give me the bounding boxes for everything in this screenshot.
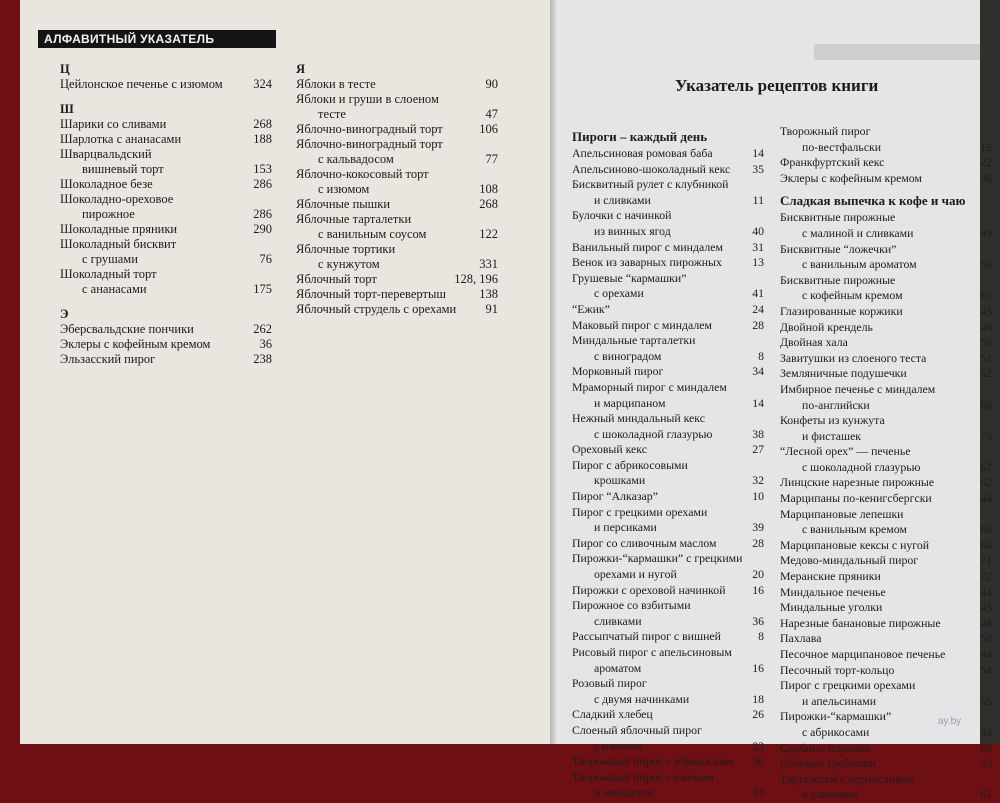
page-number: 28 bbox=[752, 317, 764, 332]
entry-text: Шарики со сливами bbox=[60, 117, 167, 131]
index-entry bbox=[572, 333, 764, 364]
index-entry bbox=[296, 287, 498, 302]
page-number: 286 bbox=[253, 207, 272, 221]
page-number: 44 bbox=[980, 584, 992, 599]
entry-text: Песочное марципановое печенье bbox=[780, 647, 946, 661]
page-number: 66 bbox=[980, 522, 992, 537]
entry-text: Шварцвальдский bbox=[60, 147, 152, 161]
section-letter: Ц bbox=[60, 62, 70, 76]
index-entry bbox=[572, 489, 764, 505]
entry-text: Апельсиново-шоколадный кекс bbox=[572, 161, 731, 176]
index-entry bbox=[572, 271, 764, 302]
index-entry bbox=[780, 444, 992, 475]
index-entry bbox=[572, 629, 764, 645]
page-number: 62 bbox=[980, 475, 992, 490]
index-entry bbox=[60, 222, 272, 237]
watermark: ay.by bbox=[938, 716, 962, 727]
entry-text: и сливками bbox=[802, 787, 859, 802]
page-number: 50 bbox=[980, 335, 992, 350]
entry-text: с шоколадной глазурью bbox=[802, 459, 921, 474]
page-number: 14 bbox=[752, 146, 764, 160]
index-entry bbox=[296, 197, 498, 212]
entry-text: орехами и нугой bbox=[594, 567, 677, 582]
page-number: 128, 196 bbox=[454, 272, 498, 286]
entry-text: вишневый торт bbox=[82, 162, 164, 176]
entry-text: Шарлотка с ананасами bbox=[60, 132, 182, 146]
entry-text: и сливками bbox=[594, 192, 651, 207]
index-entry bbox=[296, 122, 498, 137]
entry-text: Конфеты из кунжута bbox=[780, 413, 885, 428]
entry-text: Пирог со сливочным маслом bbox=[572, 535, 717, 550]
index-entry bbox=[572, 208, 764, 239]
entry-text: Булочки с начинкой bbox=[572, 208, 672, 223]
index-entry bbox=[572, 442, 764, 458]
index-entry bbox=[780, 273, 992, 304]
page-number: 262 bbox=[253, 322, 272, 336]
entry-text: Морковный пирог bbox=[572, 364, 664, 379]
page-number: 45 bbox=[980, 303, 992, 318]
page-number: 53 bbox=[980, 756, 992, 771]
index-entry bbox=[780, 756, 992, 772]
page-number: 71 bbox=[980, 553, 992, 568]
page-number: 31 bbox=[752, 239, 764, 254]
entry-text: Пирог с грецкими орехами bbox=[780, 678, 916, 693]
entry-text: Песочный торт-кольцо bbox=[780, 662, 895, 677]
entry-text: Яблочные тортики bbox=[296, 242, 396, 256]
page-number: 10 bbox=[752, 489, 764, 504]
entry-text: Апельсиновая ромовая баба bbox=[572, 146, 713, 160]
page-number: 67 bbox=[980, 459, 992, 474]
page-number: 30 bbox=[752, 754, 764, 769]
page-number: 41 bbox=[752, 286, 764, 301]
entry-text: Двойной крендель bbox=[780, 319, 873, 334]
entry-text: Яблочно-виноградный торт bbox=[296, 122, 443, 136]
entry-text: Пирожки с ореховой начинкой bbox=[572, 582, 726, 597]
page-number: 38 bbox=[752, 426, 764, 441]
page-number: 18 bbox=[752, 691, 764, 706]
index-entry bbox=[780, 304, 992, 320]
entry-text: Яблочный струдель с орехами bbox=[296, 302, 457, 316]
entry-text: Эберсвальдские пончики bbox=[60, 322, 194, 336]
page-number: 60 bbox=[980, 397, 992, 412]
page-number: 238 bbox=[253, 352, 272, 366]
page-number: 12 bbox=[980, 139, 992, 154]
index-entry bbox=[780, 155, 992, 171]
entry-text: из винных ягод bbox=[594, 223, 671, 238]
index-entry bbox=[572, 536, 764, 552]
page-number: 16 bbox=[752, 660, 764, 675]
entry-text: Бисквитные пирожные bbox=[780, 210, 896, 225]
entry-text: Меранские пряники bbox=[780, 569, 881, 584]
entry-text: Рассыпчатый пирог с вишней bbox=[572, 629, 721, 644]
page-number: 64 bbox=[980, 537, 992, 552]
entry-text: Яблоки в тесте bbox=[296, 77, 376, 91]
index-entry bbox=[780, 678, 992, 709]
index-entry bbox=[60, 132, 272, 147]
index-entry bbox=[572, 255, 764, 271]
page-number: 48 bbox=[980, 615, 992, 630]
entry-text: Линцские нарезные пирожные bbox=[780, 475, 935, 490]
index-entry bbox=[296, 302, 498, 317]
entry-text: с ванильным соусом bbox=[318, 227, 427, 241]
page-number: 188 bbox=[253, 132, 272, 146]
page-number: 11 bbox=[752, 192, 764, 207]
page-number: 44 bbox=[980, 647, 992, 661]
page-number: 138 bbox=[479, 287, 498, 301]
index-entry bbox=[780, 171, 992, 187]
index-entry bbox=[60, 192, 272, 222]
index-entry bbox=[780, 553, 992, 569]
entry-text: Маковый пирог с миндалем bbox=[572, 317, 712, 332]
section-letter: Я bbox=[296, 62, 306, 76]
index-entry bbox=[572, 302, 764, 318]
index-entry bbox=[780, 210, 992, 241]
entry-text: Творожный пирог с изюмом bbox=[572, 769, 714, 784]
entry-text: по-английски bbox=[802, 397, 870, 412]
entry-text: с виноградом bbox=[594, 348, 662, 363]
entry-text: Шоколадно-ореховое bbox=[60, 192, 174, 206]
index-entry bbox=[780, 124, 992, 155]
index-entry bbox=[780, 382, 992, 413]
page-number: 108 bbox=[479, 182, 498, 196]
page-number: 54 bbox=[980, 662, 992, 677]
index-entry bbox=[60, 267, 272, 297]
page-number: 286 bbox=[253, 177, 272, 191]
entry-text: Бисквитные “ложечки” bbox=[780, 241, 897, 256]
entry-text: с изюмом bbox=[594, 738, 643, 753]
page-number: 13 bbox=[752, 255, 764, 270]
entry-text: крошками bbox=[594, 473, 646, 488]
entry-text: Нарезные банановые пирожные bbox=[780, 615, 941, 630]
page-number: 40 bbox=[752, 223, 764, 238]
index-entry bbox=[60, 177, 272, 192]
index-entry bbox=[572, 770, 764, 801]
page-number: 33 bbox=[752, 785, 764, 800]
index-entry bbox=[296, 92, 498, 122]
index-entry bbox=[572, 583, 764, 599]
page-number: 91 bbox=[485, 302, 498, 316]
entry-text: Земляничные подушечки bbox=[780, 366, 907, 381]
index-entry bbox=[780, 491, 992, 507]
entry-text: Миндальные уголки bbox=[780, 600, 883, 615]
page-number: 73 bbox=[980, 428, 992, 443]
entry-text: Ванильный пирог с миндалем bbox=[572, 239, 723, 254]
page-number: 61 bbox=[980, 787, 992, 802]
entry-text: Медово-миндальный пирог bbox=[780, 553, 919, 568]
page-number: 35 bbox=[752, 161, 764, 176]
page-number: 44 bbox=[980, 491, 992, 506]
section-title: Сладкая выпечка к кофе и чаю bbox=[780, 193, 966, 209]
index-entry bbox=[780, 585, 992, 601]
page-number: 14 bbox=[752, 395, 764, 410]
index-entry bbox=[780, 616, 992, 632]
entry-text: “Лесной орех” — печенье bbox=[780, 444, 911, 459]
entry-text: Миндальное печенье bbox=[780, 584, 886, 599]
entry-text: “Ежик” bbox=[572, 301, 610, 316]
index-entry bbox=[572, 676, 764, 707]
entry-text: с ванильным ароматом bbox=[802, 257, 917, 272]
entry-text: по-вестфальски bbox=[802, 139, 882, 154]
index-entry bbox=[296, 77, 498, 92]
entry-text: Яблочный торт bbox=[296, 272, 377, 286]
index-entry bbox=[572, 707, 764, 723]
entry-text: Пахлава bbox=[780, 631, 822, 646]
page-number: 153 bbox=[253, 162, 272, 176]
index-entry bbox=[572, 411, 764, 442]
page-number: 76 bbox=[259, 252, 272, 266]
entry-text: Двойная хала bbox=[780, 335, 848, 350]
recipe-index-column-1 bbox=[572, 122, 764, 801]
page-number: 268 bbox=[253, 117, 272, 131]
page-number: 8 bbox=[758, 629, 764, 644]
entry-text: и фисташек bbox=[802, 428, 862, 443]
entry-text: Завитушки из слоеного теста bbox=[780, 350, 927, 365]
entry-text: Шоколадный торт bbox=[60, 267, 157, 281]
index-entry bbox=[296, 167, 498, 197]
entry-text: Рисовый пирог с апельсиновым bbox=[572, 645, 732, 659]
entry-text: Эклеры с кофейным кремом bbox=[60, 337, 211, 351]
entry-text: с орехами bbox=[594, 286, 644, 301]
entry-text: Яблочный торт-перевертыш bbox=[296, 287, 446, 301]
page-number: 26 bbox=[752, 707, 764, 722]
entry-text: Слоеный яблочный пирог bbox=[572, 722, 702, 737]
page-number: 47 bbox=[485, 107, 498, 121]
page-number: 24 bbox=[752, 301, 764, 316]
entry-text: Грушевые “кармашки” bbox=[572, 270, 687, 285]
page-number: 27 bbox=[752, 442, 764, 457]
index-entry bbox=[60, 237, 272, 267]
index-entry bbox=[60, 147, 272, 177]
page-number: 58 bbox=[980, 631, 992, 646]
entry-text: и персиками bbox=[594, 520, 657, 535]
index-entry bbox=[780, 335, 992, 351]
entry-text: Яблочные пышки bbox=[296, 197, 391, 211]
page-number: 65 bbox=[980, 288, 992, 303]
entry-text: и апельсинами bbox=[802, 693, 877, 708]
entry-text: Шоколадные пряники bbox=[60, 222, 178, 236]
index-entry bbox=[572, 240, 764, 256]
page-number: 22 bbox=[980, 155, 992, 170]
index-entry bbox=[572, 723, 764, 754]
index-entry bbox=[572, 318, 764, 334]
index-entry bbox=[296, 242, 498, 272]
entry-text: Пирожки-“кармашки” bbox=[780, 709, 892, 724]
entry-text: Миндальные тарталетки bbox=[572, 333, 696, 348]
index-entry bbox=[572, 380, 764, 411]
entry-text: Имбирное печенье с миндалем bbox=[780, 381, 936, 396]
page-number: 52 bbox=[980, 350, 992, 365]
index-entry bbox=[572, 364, 764, 380]
index-entry bbox=[780, 538, 992, 554]
left-index-column-1 bbox=[60, 52, 272, 367]
entry-text: с грушами bbox=[82, 252, 138, 266]
entry-text: Марципаны по-кенигсбергски bbox=[780, 491, 932, 506]
index-banner: АЛФАВИТНЫЙ УКАЗАТЕЛЬ bbox=[38, 30, 276, 48]
page-number: 52 bbox=[980, 366, 992, 381]
entry-text: Эльзасский пирог bbox=[60, 352, 156, 366]
page-number: 106 bbox=[479, 122, 498, 136]
page-number: 55 bbox=[980, 693, 992, 708]
page-number: 36 bbox=[259, 337, 272, 351]
entry-text: с малиной и сливками bbox=[802, 225, 914, 240]
page-number: 77 bbox=[485, 152, 498, 166]
index-entry bbox=[780, 366, 992, 382]
entry-text: Бисквитный рулет с клубникой bbox=[572, 177, 729, 192]
entry-text: Ореховый кекс bbox=[572, 442, 647, 457]
entry-text: с двумя начинками bbox=[594, 691, 690, 706]
entry-text: Венок из заварных пирожных bbox=[572, 255, 722, 270]
index-entry bbox=[572, 458, 764, 489]
index-entry bbox=[60, 117, 272, 132]
index-entry bbox=[780, 320, 992, 336]
page-number: 34 bbox=[752, 364, 764, 379]
entry-text: Яблочные тарталетки bbox=[296, 212, 412, 226]
entry-text: с шоколадной глазурью bbox=[594, 426, 713, 441]
entry-text: пирожное bbox=[82, 207, 135, 221]
entry-text: с ванильным кремом bbox=[802, 522, 907, 537]
entry-text: Бисквитные пирожные bbox=[780, 272, 896, 287]
index-entry bbox=[572, 551, 764, 582]
recipe-index-column-2 bbox=[780, 124, 992, 803]
entry-text: Пирог “Алказар” bbox=[572, 489, 658, 504]
entry-text: Сладкий хлебец bbox=[572, 707, 653, 722]
index-entry bbox=[780, 569, 992, 585]
page-number: 46 bbox=[980, 319, 992, 334]
index-entry bbox=[60, 322, 272, 337]
index-entry bbox=[780, 507, 992, 538]
entry-text: Цейлонское печенье с изюмом bbox=[60, 77, 223, 91]
entry-text: Яблочно-виноградный торт bbox=[296, 137, 443, 151]
page-number: 290 bbox=[253, 222, 272, 236]
index-entry bbox=[296, 212, 498, 242]
entry-text: с кофейным кремом bbox=[802, 288, 903, 303]
entry-text: Творожный пирог bbox=[780, 124, 871, 138]
section-title: Пироги – каждый день bbox=[572, 129, 708, 144]
entry-text: Слоеные гребешки bbox=[780, 756, 876, 771]
page-number: 68 bbox=[980, 740, 992, 755]
page-number: 16 bbox=[752, 582, 764, 597]
index-entry bbox=[780, 741, 992, 757]
entry-text: ароматом bbox=[594, 660, 642, 675]
page-number: 324 bbox=[253, 77, 272, 91]
index-entry bbox=[572, 146, 764, 162]
page-number: 36 bbox=[752, 613, 764, 628]
entry-text: Сдобные плюшки bbox=[780, 740, 871, 755]
page-number: 268 bbox=[479, 197, 498, 211]
page-number: 39 bbox=[752, 520, 764, 535]
entry-text: Яблоки и груши в слоеном bbox=[296, 92, 439, 106]
page-number: 36 bbox=[980, 170, 992, 185]
entry-text: Шоколадное безе bbox=[60, 177, 153, 191]
page-number: 23 bbox=[752, 738, 764, 753]
index-entry bbox=[780, 663, 992, 679]
index-entry bbox=[296, 272, 498, 287]
index-entry bbox=[780, 475, 992, 491]
page-number: 32 bbox=[752, 473, 764, 488]
entry-text: и миндалем bbox=[594, 785, 654, 800]
page-number: 45 bbox=[980, 600, 992, 615]
page-number: 8 bbox=[758, 348, 764, 363]
page-number: 28 bbox=[752, 535, 764, 550]
entry-text: Марципановые лепешки bbox=[780, 506, 904, 521]
entry-text: с кунжутом bbox=[318, 257, 380, 271]
entry-text: Яблочно-кокосовый торт bbox=[296, 167, 429, 181]
index-entry bbox=[780, 351, 992, 367]
entry-text: с ананасами bbox=[82, 282, 147, 296]
index-entry bbox=[60, 77, 272, 92]
entry-text: Тарталетки с черносливом bbox=[780, 771, 914, 786]
page-number: 53 bbox=[980, 724, 992, 739]
entry-text: Эклеры с кофейным кремом bbox=[780, 170, 922, 185]
entry-text: с кальвадосом bbox=[318, 152, 394, 166]
index-entry bbox=[572, 645, 764, 676]
entry-text: Нежный миндальный кекс bbox=[572, 411, 705, 426]
page-number: 59 bbox=[980, 257, 992, 272]
section-letter: Э bbox=[60, 307, 69, 321]
page-title: Указатель рецептов книги bbox=[675, 76, 879, 95]
page-number: 72 bbox=[980, 569, 992, 584]
page-number: 49 bbox=[980, 225, 992, 240]
entry-text: сливками bbox=[594, 613, 642, 628]
page-number: 122 bbox=[479, 227, 498, 241]
index-entry bbox=[780, 600, 992, 616]
page-number: 90 bbox=[485, 77, 498, 91]
entry-text: Франкфуртский кекс bbox=[780, 155, 885, 170]
entry-text: Шоколадный бисквит bbox=[60, 237, 177, 251]
entry-text: и марципаном bbox=[594, 395, 666, 410]
index-entry bbox=[572, 162, 764, 178]
entry-text: Марципановые кексы с нугой bbox=[780, 537, 930, 552]
entry-text: Творожный пирог с абрикосами bbox=[572, 754, 733, 769]
page-number: 20 bbox=[752, 567, 764, 582]
index-entry bbox=[780, 772, 992, 803]
index-entry bbox=[572, 505, 764, 536]
entry-text: Пирог с абрикосовыми bbox=[572, 457, 688, 472]
entry-text: с изюмом bbox=[318, 182, 370, 196]
section-letter: Ш bbox=[60, 102, 74, 116]
page-number: 331 bbox=[479, 257, 498, 271]
page-number: 175 bbox=[253, 282, 272, 296]
index-entry bbox=[572, 754, 764, 770]
index-entry bbox=[60, 352, 272, 367]
index-entry bbox=[572, 598, 764, 629]
index-entry bbox=[780, 242, 992, 273]
entry-text: Мраморный пирог с миндалем bbox=[572, 379, 727, 394]
index-entry bbox=[296, 137, 498, 167]
bleed-through-bar bbox=[814, 44, 980, 60]
entry-text: тесте bbox=[318, 107, 346, 121]
entry-text: Пирожное со взбитыми bbox=[572, 598, 691, 613]
entry-text: Глазированные коржики bbox=[780, 303, 903, 318]
entry-text: Пирожки-“кармашки” с грецкими bbox=[572, 551, 743, 566]
entry-text: Пирог с грецкими орехами bbox=[572, 504, 708, 519]
index-entry bbox=[780, 631, 992, 647]
index-entry bbox=[572, 177, 764, 208]
entry-text: с абрикосами bbox=[802, 724, 870, 739]
index-entry bbox=[60, 337, 272, 352]
index-entry bbox=[780, 647, 992, 663]
index-entry bbox=[780, 413, 992, 444]
entry-text: Розовый пирог bbox=[572, 676, 647, 691]
left-index-column-2 bbox=[296, 52, 498, 317]
